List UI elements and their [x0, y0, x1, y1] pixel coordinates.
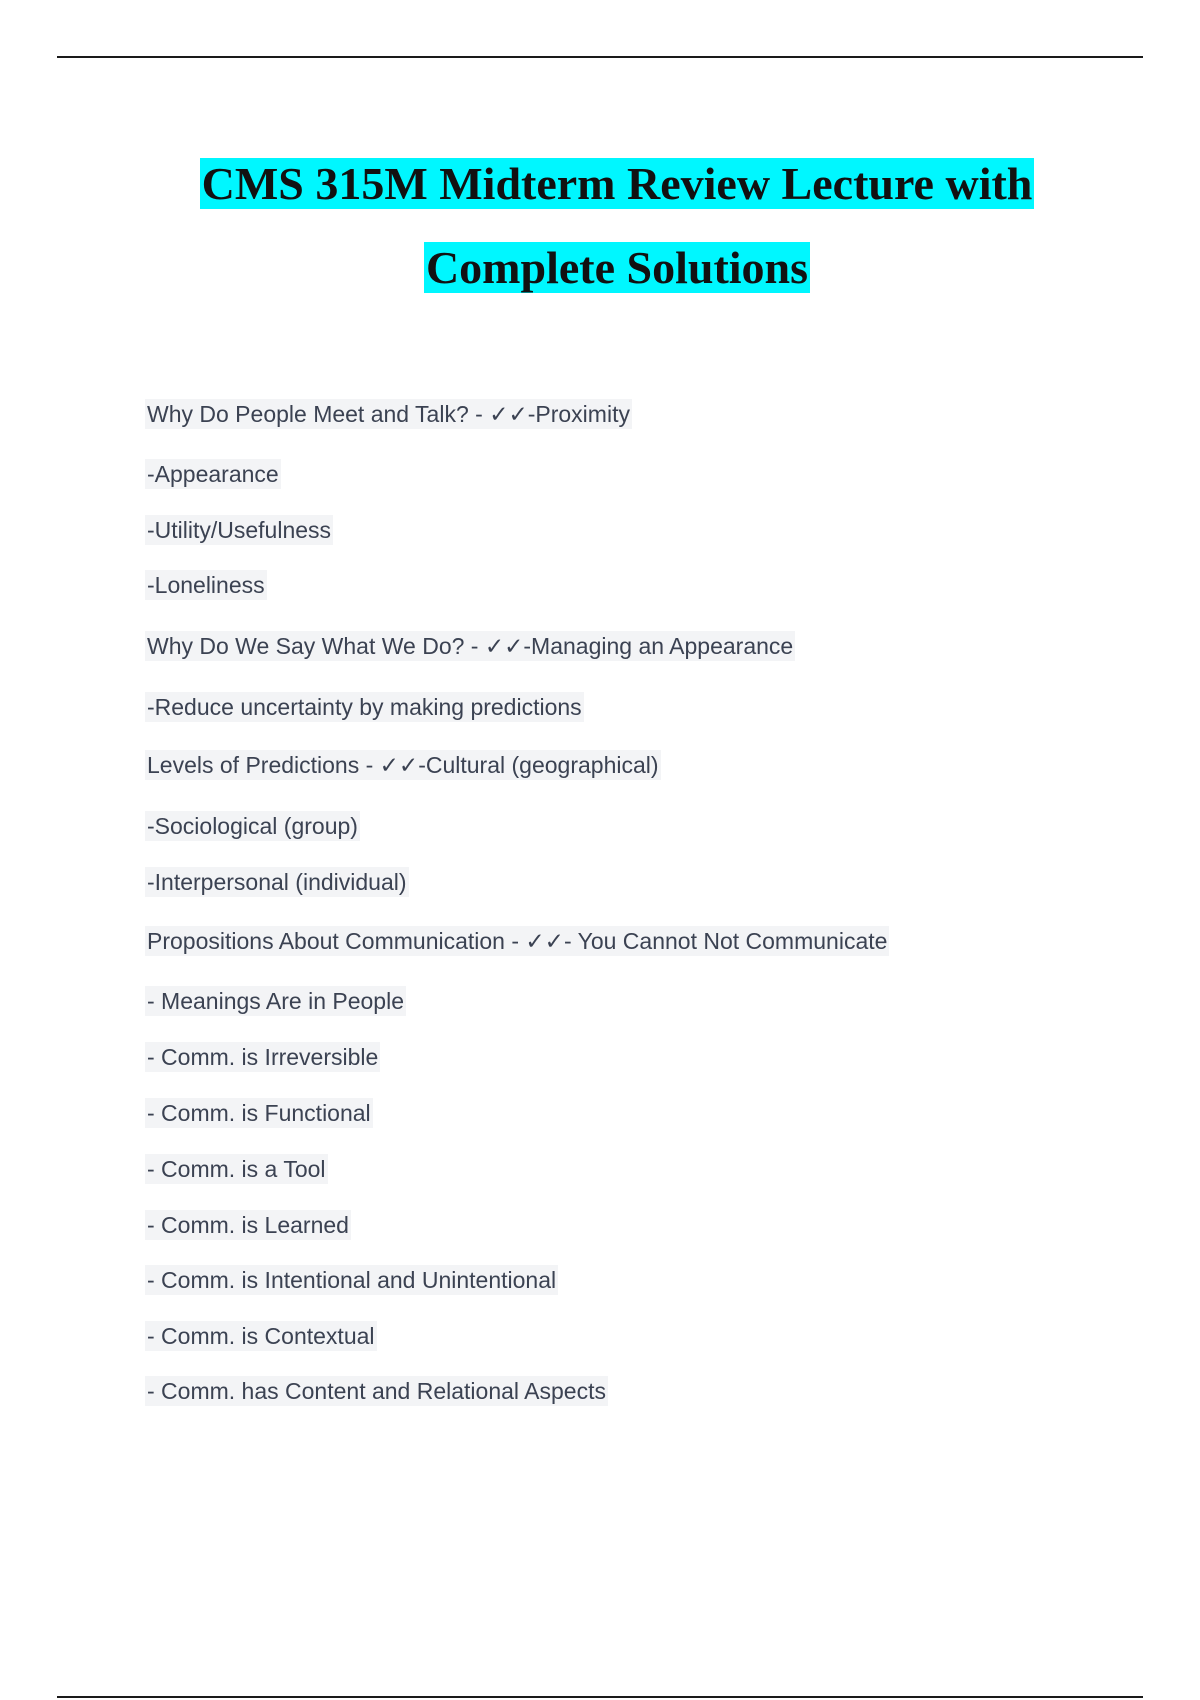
answer-line: [145, 513, 333, 547]
line-text: -Sociological (group): [147, 813, 358, 839]
line-text: Why Do People Meet and Talk? - ✓✓-Proximity: [147, 401, 630, 427]
title-highlight-2: Complete Solutions: [425, 242, 809, 293]
line-text: -Utility/Usefulness: [147, 517, 332, 543]
line-text: - Comm. has Content and Relational Aspects: [147, 1378, 606, 1404]
question-line: [145, 629, 795, 663]
line-text: Levels of Predictions - ✓✓-Cultural (geographical): [147, 752, 659, 778]
title-line-2: [0, 226, 1200, 310]
line-text: -Loneliness: [147, 572, 265, 598]
question-line: [145, 924, 889, 958]
answer-line: [145, 690, 584, 724]
line-text: - Comm. is a Tool: [147, 1156, 326, 1182]
line-text: -Reduce uncertainty by making predictions: [147, 694, 582, 720]
line-text: Why Do We Say What We Do? - ✓✓-Managing an Appearance: [147, 633, 794, 659]
line-text: - Comm. is Irreversible: [147, 1044, 379, 1070]
line-text: -Interpersonal (individual): [147, 869, 407, 895]
document-title: [0, 142, 1200, 310]
line-text: -Appearance: [147, 461, 279, 487]
bottom-rule: [57, 1696, 1143, 1698]
line-text: - Comm. is Contextual: [147, 1323, 375, 1349]
answer-line: [145, 1208, 351, 1242]
answer-line: [145, 1040, 380, 1074]
answer-line: [145, 865, 409, 899]
question-line: [145, 397, 632, 431]
answer-line: [145, 809, 360, 843]
answer-line: [145, 457, 281, 491]
answer-line: [145, 984, 406, 1018]
line-text: - Comm. is Learned: [147, 1212, 349, 1238]
question-line: [145, 748, 661, 782]
line-text: - Comm. is Intentional and Unintentional: [147, 1267, 557, 1293]
line-text: - Meanings Are in People: [147, 988, 404, 1014]
answer-line: [145, 568, 267, 602]
line-text: Propositions About Communication - ✓✓- You Cannot Not Communicate: [147, 928, 888, 954]
answer-line: [145, 1374, 608, 1408]
line-text: - Comm. is Functional: [147, 1100, 371, 1126]
top-rule: [57, 56, 1143, 58]
answer-line: [145, 1263, 558, 1297]
title-highlight-1: CMS 315M Midterm Review Lecture with: [201, 158, 1033, 209]
answer-line: [145, 1152, 328, 1186]
title-line-1: [0, 142, 1200, 226]
answer-line: [145, 1096, 373, 1130]
answer-line: [145, 1319, 377, 1353]
